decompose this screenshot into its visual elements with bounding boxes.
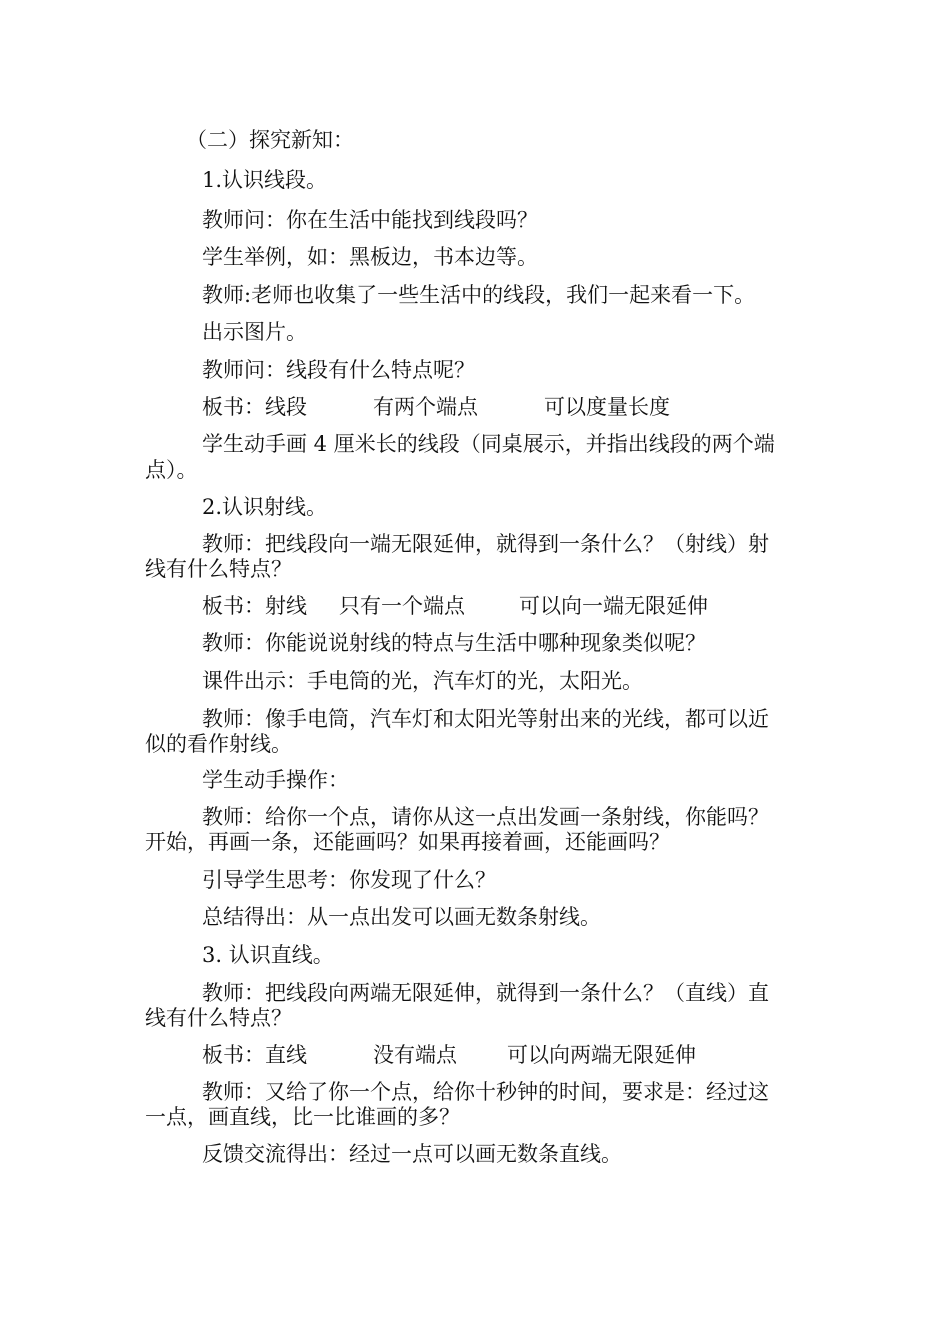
paragraph-continuation: 似的看作射线。	[145, 732, 292, 756]
paragraph-continuation: 点）。	[145, 458, 198, 482]
paragraph: 总结得出：从一点出发可以画无数条射线。	[202, 905, 601, 929]
paragraph-continuation: 线有什么特点？	[145, 557, 292, 581]
board-notes	[202, 1041, 696, 1069]
board-item: 可以度量长度	[544, 395, 670, 419]
ray-title: 2.认识射线。	[202, 495, 328, 519]
line-title: 3. 认识直线。	[202, 943, 334, 967]
board-item: 没有端点	[373, 1043, 457, 1067]
paragraph: 教师：把线段向一端无限延伸，就得到一条什么？（射线）射	[202, 532, 769, 556]
paragraph: 教师:老师也收集了一些生活中的线段，我们一起来看一下。	[202, 283, 756, 307]
board-item: 板书：线段	[202, 395, 307, 419]
board-item: 可以向一端无限延伸	[519, 594, 708, 618]
paragraph: 学生动手画 4 厘米长的线段（同桌展示，并指出线段的两个端	[202, 432, 775, 456]
board-item: 有两个端点	[373, 395, 478, 419]
paragraph: 教师：又给了你一个点，给你十秒钟的时间，要求是：经过这	[202, 1080, 769, 1104]
section-heading: （二）探究新知：	[186, 128, 354, 152]
board-item: 板书：射线	[202, 594, 307, 618]
paragraph-continuation: 开始，再画一条，还能画吗？如果再接着画，还能画吗？	[145, 830, 670, 854]
paragraph: 课件出示：手电筒的光，汽车灯的光，太阳光。	[202, 669, 643, 693]
paragraph: 教师：把线段向两端无限延伸，就得到一条什么？（直线）直	[202, 981, 769, 1005]
paragraph: 教师问：线段有什么特点呢？	[202, 358, 475, 382]
board-notes	[202, 592, 708, 620]
board-item: 可以向两端无限延伸	[507, 1043, 696, 1067]
segment-title: 1.认识线段。	[202, 168, 328, 192]
board-item: 板书：直线	[202, 1043, 307, 1067]
paragraph: 学生动手操作：	[202, 768, 349, 792]
paragraph: 反馈交流得出：经过一点可以画无数条直线。	[202, 1142, 622, 1166]
paragraph-continuation: 线有什么特点？	[145, 1006, 292, 1030]
paragraph: 教师：你能说说射线的特点与生活中哪种现象类似呢？	[202, 631, 706, 655]
paragraph: 学生举例，如：黑板边，书本边等。	[202, 245, 538, 269]
paragraph: 教师问：你在生活中能找到线段吗？	[202, 208, 538, 232]
board-item: 只有一个端点	[339, 594, 465, 618]
board-notes	[202, 393, 670, 421]
paragraph: 出示图片。	[202, 320, 307, 344]
paragraph: 引导学生思考：你发现了什么？	[202, 868, 496, 892]
paragraph-continuation: 一点，画直线，比一比谁画的多？	[145, 1105, 460, 1129]
paragraph: 教师：给你一个点，请你从这一点出发画一条射线，你能吗？	[202, 805, 769, 829]
paragraph: 教师：像手电筒，汽车灯和太阳光等射出来的光线，都可以近	[202, 707, 769, 731]
